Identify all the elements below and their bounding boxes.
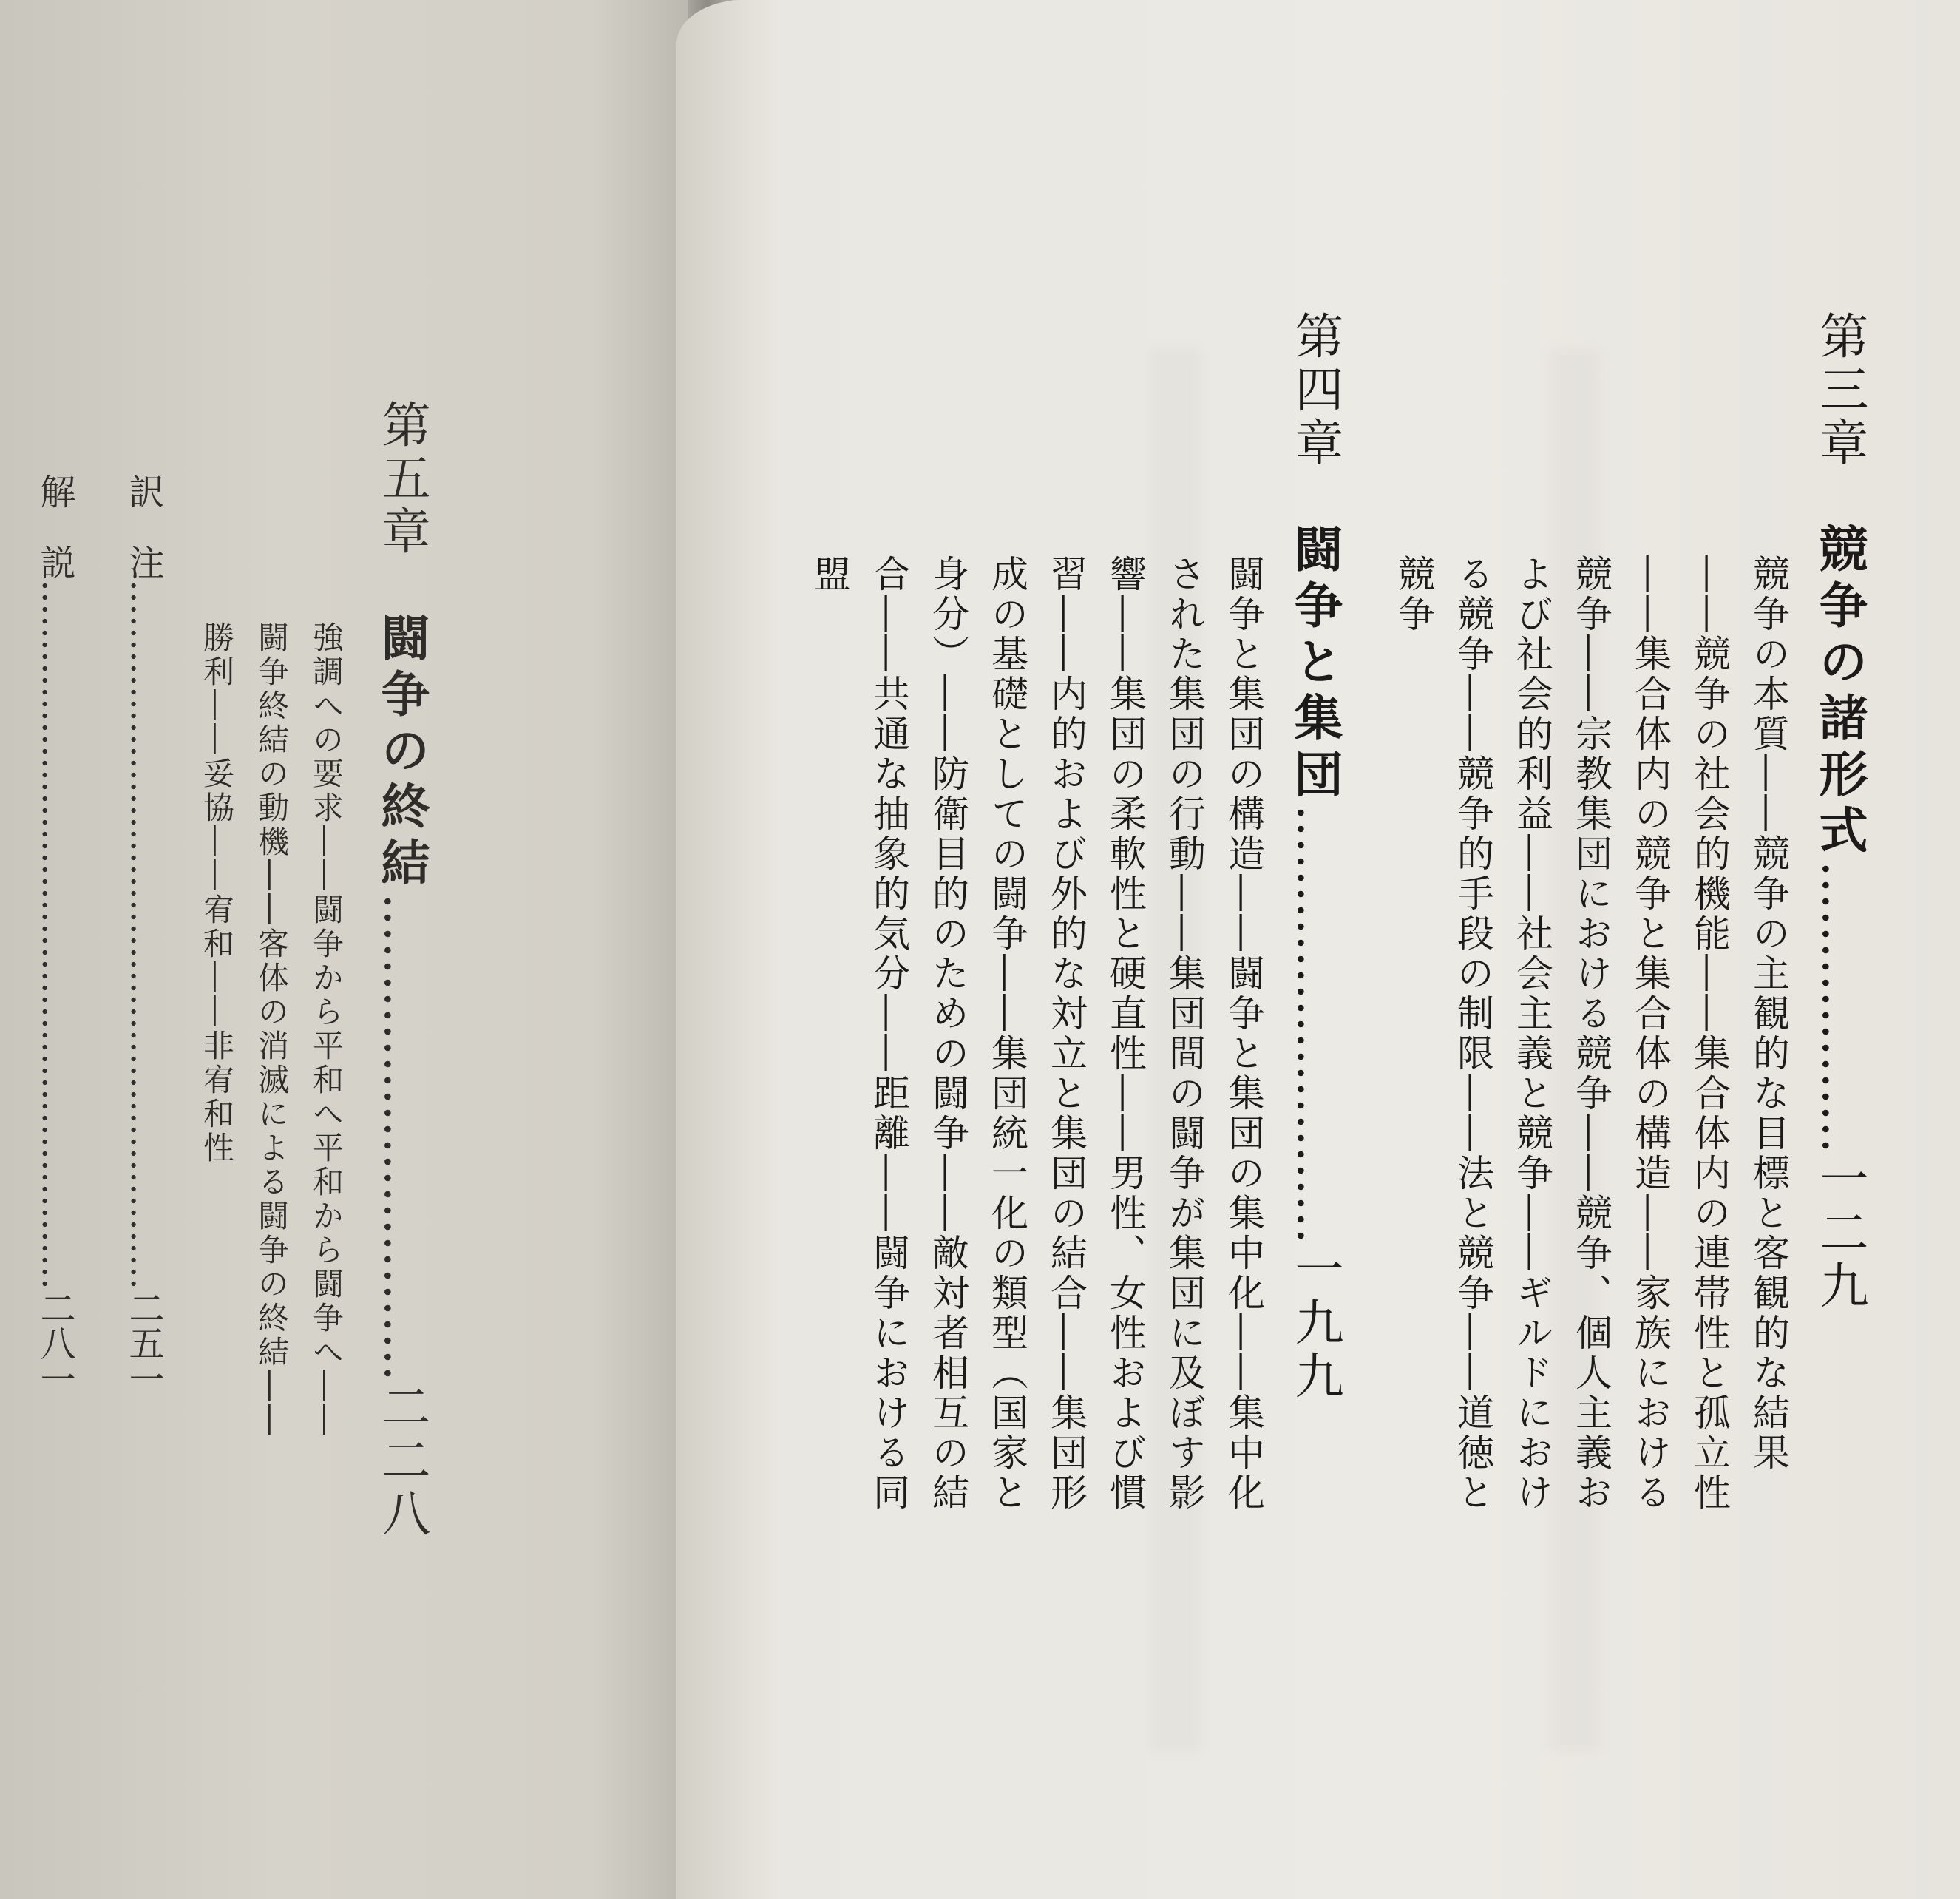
chapter4-subtopic: 響――集団の柔軟性と硬直性――男性、女性および慣 xyxy=(1104,555,1147,1513)
left-page xyxy=(0,0,699,1899)
chapter4-subtopic: 身分）――防衛目的のための闘争――敵対者相互の結 xyxy=(926,555,969,1513)
chapter3-subtopic: 競争――宗教集団における競争――競争、個人主義お xyxy=(1570,555,1613,1513)
chapter5-page: 二二八 xyxy=(373,1381,430,1541)
chapter4-page: 一九九 xyxy=(1286,1244,1343,1404)
chapter3-subtopic: ――集合体内の競争と集合体の構造――家族における xyxy=(1629,555,1672,1513)
chapter4-subtopic: 合――共通な抽象的気分――距離――闘争における同 xyxy=(867,555,910,1513)
chapter5-label: 第五章 xyxy=(373,399,430,559)
chapter5-leader: ………………………… xyxy=(373,893,430,1381)
translator-notes-label: 訳 注 xyxy=(123,473,164,580)
commentary-page: 二八一 xyxy=(34,1290,75,1396)
chapter3-page: 一二九 xyxy=(1811,1154,1868,1313)
commentary-leader: …………………………………………………… xyxy=(34,580,75,1290)
chapter3-leader: ……………… xyxy=(1811,861,1868,1154)
chapter5-subtopic: 強調への要求――闘争から平和へ平和から闘争へ―― xyxy=(308,621,345,1438)
chapter4-label: 第四章 xyxy=(1286,311,1343,470)
chapter3-subtopic: 競争の本質――競争の主観的な目標と客観的な結果 xyxy=(1747,555,1790,1473)
chapter4-subtopic: 習――内的および外的な対立と集団の結合――集団形 xyxy=(1045,555,1088,1513)
chapter4-subtopic: 盟 xyxy=(808,555,851,595)
translator-notes-entry xyxy=(123,473,164,1396)
chapter3-subtopic: よび社会的利益――社会主義と競争――ギルドにおけ xyxy=(1510,555,1553,1513)
chapter4-title: 闘争と集団 xyxy=(1286,524,1343,805)
commentary-label: 解 説 xyxy=(34,473,75,580)
commentary-entry xyxy=(34,473,75,1396)
translator-notes-leader: …………………………………………………… xyxy=(123,580,164,1290)
chapter5-title: 闘争の終結 xyxy=(373,612,430,893)
chapter5-subtopic: 勝利――妥協――宥和――非宥和性 xyxy=(199,621,235,1165)
chapter4-heading xyxy=(1286,311,1343,1404)
chapter3-subtopic: る競争――競争的手段の制限――法と競争――道徳と xyxy=(1451,555,1494,1513)
chapter5-heading xyxy=(373,399,430,1541)
right-page xyxy=(676,0,1960,1899)
chapter3-title: 競争の諸形式 xyxy=(1811,524,1868,861)
chapter3-label: 第三章 xyxy=(1811,311,1868,470)
chapter4-subtopic: された集団の行動――集団間の闘争が集団に及ぼす影 xyxy=(1163,555,1206,1513)
translator-notes-page: 二五一 xyxy=(123,1290,164,1396)
chapter5-subtopic: 闘争終結の動機――客体の消滅による闘争の終結―― xyxy=(254,621,290,1438)
chapter4-subtopic: 闘争と集団の構造――闘争と集団の集中化――集中化 xyxy=(1222,555,1265,1513)
chapter3-subtopic: 競争 xyxy=(1392,555,1435,634)
chapter3-heading xyxy=(1811,311,1868,1313)
chapter4-subtopic: 成の基礎としての闘争――集団統一化の類型（国家と xyxy=(986,555,1028,1513)
chapter4-leader: ……………………… xyxy=(1286,805,1343,1244)
chapter3-subtopic: ――競争の社会的機能――集合体内の連帯性と孤立性 xyxy=(1688,555,1731,1513)
